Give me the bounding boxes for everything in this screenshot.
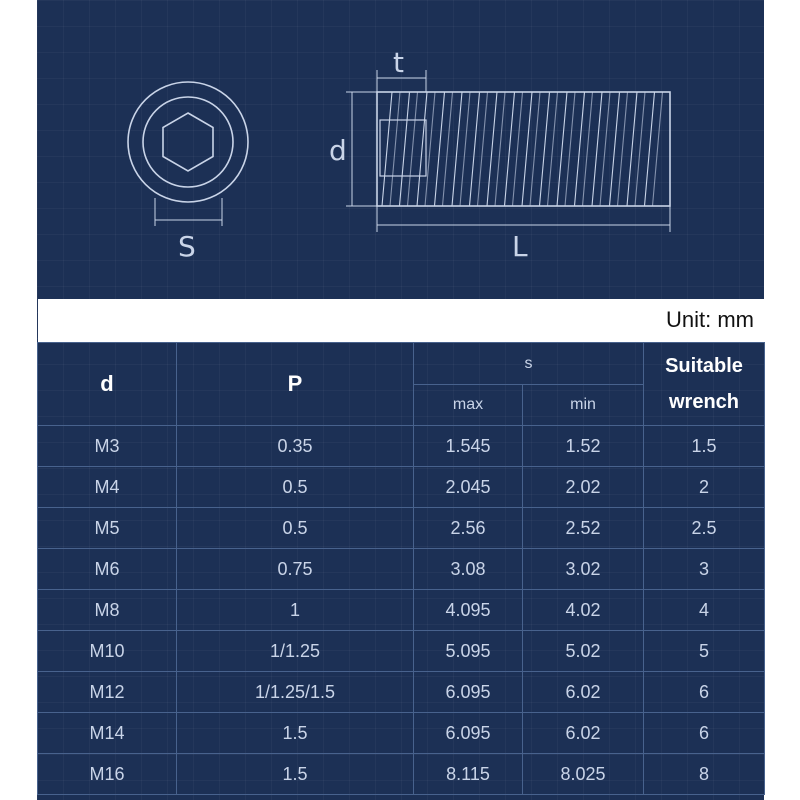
cell-s-max: 6.095 xyxy=(414,672,523,713)
cell-d: M3 xyxy=(38,426,177,467)
cell-s-max: 4.095 xyxy=(414,590,523,631)
cell-wrench: 6 xyxy=(644,672,765,713)
cell-s-min: 8.025 xyxy=(523,754,644,795)
thread-line xyxy=(635,92,645,206)
cell-d: M6 xyxy=(38,549,177,590)
hex-socket-icon xyxy=(163,113,213,171)
cell-wrench: 2.5 xyxy=(644,508,765,549)
thread-line xyxy=(505,92,515,206)
cell-s-min: 6.02 xyxy=(523,672,644,713)
thread-line xyxy=(653,92,663,206)
thread-line xyxy=(575,92,585,206)
table-row xyxy=(38,467,765,508)
end-view-inner-circle xyxy=(143,97,233,187)
header-p: P xyxy=(177,343,414,426)
thread-line xyxy=(557,92,567,206)
thread-line xyxy=(435,92,445,206)
thread-line xyxy=(390,92,400,206)
thread-line xyxy=(495,92,505,206)
cell-d: M12 xyxy=(38,672,177,713)
cell-p: 0.35 xyxy=(177,426,414,467)
header-d: d xyxy=(38,343,177,426)
cell-s-min: 2.02 xyxy=(523,467,644,508)
thread-line xyxy=(400,92,410,206)
cell-wrench: 5 xyxy=(644,631,765,672)
cell-s-min: 4.02 xyxy=(523,590,644,631)
thread-line xyxy=(443,92,453,206)
cell-s-max: 5.095 xyxy=(414,631,523,672)
label-t: t xyxy=(393,46,404,79)
thread-line xyxy=(452,92,462,206)
cell-d: M14 xyxy=(38,713,177,754)
cell-wrench: 1.5 xyxy=(644,426,765,467)
table-row xyxy=(38,754,765,795)
cell-wrench: 4 xyxy=(644,590,765,631)
cell-p: 1.5 xyxy=(177,713,414,754)
thread-line xyxy=(513,92,523,206)
thread-line xyxy=(565,92,575,206)
header-max: max xyxy=(414,385,523,426)
cell-p: 1.5 xyxy=(177,754,414,795)
cell-wrench: 2 xyxy=(644,467,765,508)
thread-line xyxy=(583,92,593,206)
cell-p: 0.5 xyxy=(177,508,414,549)
unit-label: Unit: mm xyxy=(666,307,754,332)
thread-line xyxy=(618,92,628,206)
thread-line xyxy=(487,92,497,206)
cell-s-max: 2.045 xyxy=(414,467,523,508)
table-row xyxy=(38,672,765,713)
thread-line xyxy=(627,92,637,206)
label-s: S xyxy=(178,230,196,263)
cell-wrench: 6 xyxy=(644,713,765,754)
cell-p: 1 xyxy=(177,590,414,631)
cell-p: 0.5 xyxy=(177,467,414,508)
cell-s-min: 5.02 xyxy=(523,631,644,672)
end-view-outer-circle xyxy=(128,82,248,202)
header-s: s xyxy=(414,343,644,385)
cell-s-max: 2.56 xyxy=(414,508,523,549)
set-screw-drawing xyxy=(0,0,800,300)
header-min: min xyxy=(523,385,644,426)
table-row xyxy=(38,713,765,754)
header-wrench-line1: Suitable xyxy=(665,355,743,377)
cell-s-max: 6.095 xyxy=(414,713,523,754)
cell-d: M10 xyxy=(38,631,177,672)
thread-line xyxy=(478,92,488,206)
cell-s-max: 1.545 xyxy=(414,426,523,467)
thread-line xyxy=(592,92,602,206)
header-wrench-line2: wrench xyxy=(668,391,740,413)
cell-s-max: 3.08 xyxy=(414,549,523,590)
thread-line xyxy=(470,92,480,206)
cell-d: M8 xyxy=(38,590,177,631)
thread-line xyxy=(460,92,470,206)
cell-s-min: 2.52 xyxy=(523,508,644,549)
thread-line xyxy=(548,92,558,206)
thread-line xyxy=(540,92,550,206)
cell-s-min: 3.02 xyxy=(523,549,644,590)
cell-s-min: 1.52 xyxy=(523,426,644,467)
cell-s-max: 8.115 xyxy=(414,754,523,795)
spec-table xyxy=(37,342,765,795)
table-row xyxy=(38,426,765,467)
thread-line xyxy=(610,92,620,206)
cell-d: M4 xyxy=(38,467,177,508)
table-row xyxy=(38,549,765,590)
thread-line xyxy=(600,92,610,206)
table-row xyxy=(38,590,765,631)
cell-d: M5 xyxy=(38,508,177,549)
thread-line xyxy=(408,92,418,206)
label-d: d xyxy=(329,134,347,167)
table-row xyxy=(38,508,765,549)
cell-p: 1/1.25 xyxy=(177,631,414,672)
cell-wrench: 8 xyxy=(644,754,765,795)
label-l: L xyxy=(512,230,528,263)
thread-line xyxy=(530,92,540,206)
table-row xyxy=(38,631,765,672)
header-suitable-wrench xyxy=(644,343,765,426)
cell-wrench: 3 xyxy=(644,549,765,590)
cell-d: M16 xyxy=(38,754,177,795)
cell-s-min: 6.02 xyxy=(523,713,644,754)
thread-line xyxy=(382,92,392,206)
thread-line xyxy=(522,92,532,206)
thread-line xyxy=(645,92,655,206)
cell-p: 0.75 xyxy=(177,549,414,590)
cell-p: 1/1.25/1.5 xyxy=(177,672,414,713)
unit-bar xyxy=(38,299,764,342)
